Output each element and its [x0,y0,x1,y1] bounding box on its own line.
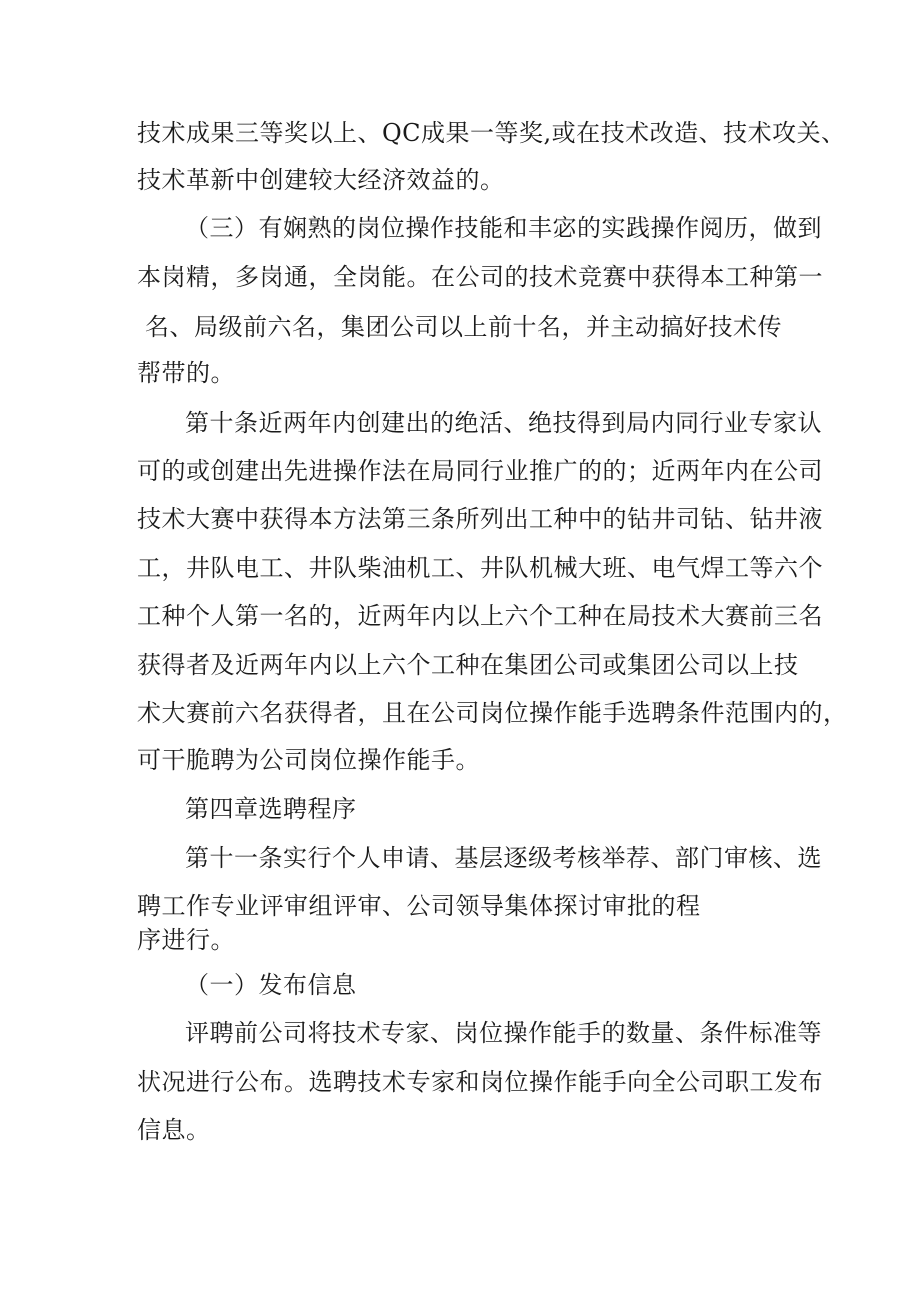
text-line: 第十条近两年内创建出的绝活、绝技得到局内同行业专家认 [185,409,822,437]
text-line: 技术大赛中获得本方法第三条所列出工种中的钻井司钻、钻井液 [137,505,823,533]
text-line: 帮带的。 [137,359,235,387]
text-line: 名、局级前六名，集团公司以上前十名，并主动搞好技术传 [145,313,782,341]
section-heading: （一）发布信息 [185,971,357,999]
text-line: 聘工作专业评审组评审、公司领导集体探讨审批的程 [137,892,701,920]
text-line: 技术成果三等奖以上、QC成果一等奖,或在技术改造、技术攻关、 [137,119,846,147]
text-line: （三）有娴熟的岗位操作技能和丰宓的实践操作阅历，做到 [185,214,822,242]
text-line: 评聘前公司将技术专家、岗位操作能手的数量、条件标准等 [185,1019,822,1047]
text-line: 工，井队电工、井队柴油机工、井队机械大班、电气焊工等六个 [137,554,823,582]
text-line: 可的或创建出先进操作法在局同行业推广的的；近两年内在公司 [137,457,823,485]
chapter-heading: 第四章选聘程序 [185,795,357,823]
text-line: 状况进行公布。选聘技术专家和岗位操作能手向全公司职工发布 [137,1068,823,1096]
text-line: 信息。 [137,1116,211,1144]
text-line: 可干脆聘为公司岗位操作能手。 [137,746,480,774]
text-line: 技术革新中创建较大经济效益的。 [137,166,505,194]
text-line: 序进行。 [137,926,235,954]
text-line: 本岗精，多岗通，全岗能。在公司的技术竞赛中获得本工种第一 [137,263,823,291]
text-line: 第十一条实行个人申请、基层逐级考核举荐、部门审核、选 [185,844,822,872]
text-line: 工种个人第一名的，近两年内以上六个工种在局技术大赛前三名 [137,602,823,630]
text-line: 获得者及近两年内以上六个工种在集团公司或集团公司以上技 [137,651,799,679]
text-line: 术大赛前六名获得者，且在公司岗位操作能手选聘条件范围内的， [137,699,848,727]
